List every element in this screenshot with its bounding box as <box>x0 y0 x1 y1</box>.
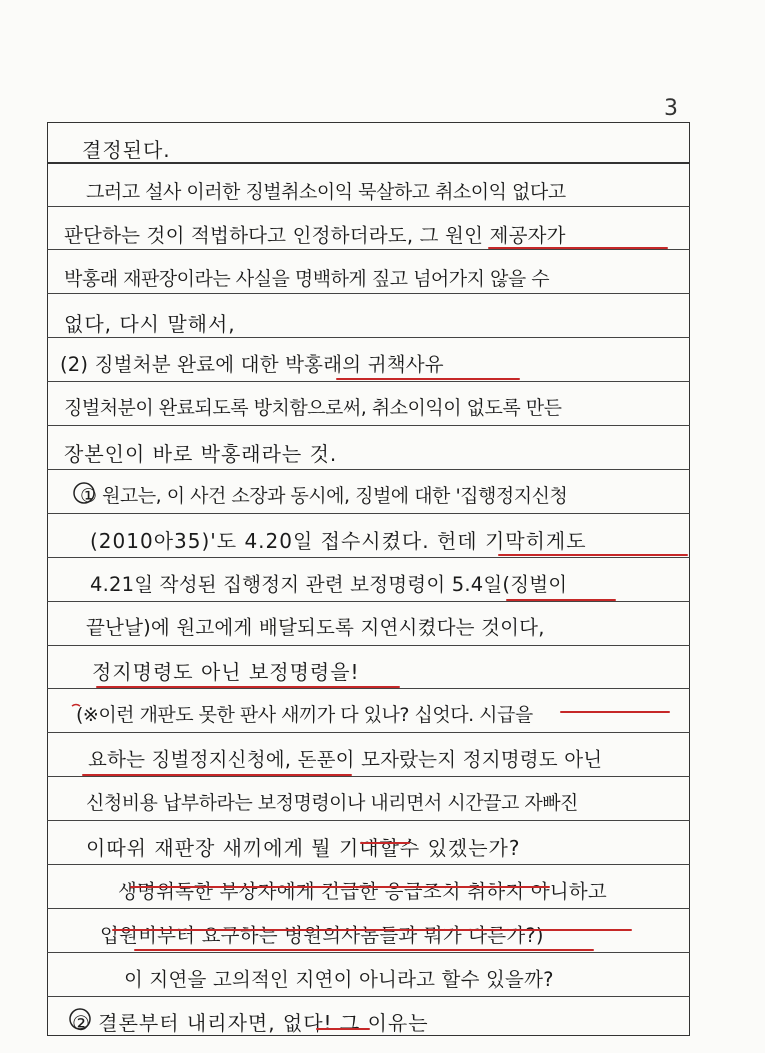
text-line-6: (2) 징벌처분 완료에 대한 박홍래의 귀책사유 <box>60 353 444 376</box>
text-line-17: 이따위 재판장 새끼에게 뭘 기대할수 있겠는가? <box>86 836 521 860</box>
text-line-13: 정지명령도 아닌 보정명령을! <box>92 660 360 684</box>
text-line-18: 생명위독한 부상자에게 긴급한 응급조치 취하지 아니하고 <box>118 880 607 903</box>
text-line-9: ① 원고는, 이 사건 소장과 동시에, 징벌에 대한 '집행정지신청 <box>80 485 568 507</box>
text-line-19: 입원비부터 요구하는 병원의사놈들과 뭐가 다른가?) <box>100 924 544 947</box>
text-line-20: 이 지연을 고의적인 지연이 아니라고 할수 있을까? <box>124 968 554 991</box>
text-line-8: 장본인이 바로 박홍래라는 것. <box>64 442 338 466</box>
text-line-5: 없다, 다시 말해서, <box>64 312 236 336</box>
text-line-16: 신청비용 납부하라는 보정명령이나 내리면서 시간끌고 자빠진 <box>86 792 578 814</box>
text-line-4: 박홍래 재판장이라는 사실을 명백하게 짚고 넘어가지 않을 수 <box>64 268 550 290</box>
text-line-10: (2010아35)'도 4.20일 접수시켰다. 헌데 기막히게도 <box>90 529 587 553</box>
text-line-1: 결정된다. <box>82 138 171 162</box>
text-line-14: (※이런 개판도 못한 판사 새끼가 다 있나? 십엇다. 시급을 <box>76 704 533 726</box>
text-line-15: 요하는 징벌정지신청에, 돈푼이 모자랐는지 정지명령도 아닌 <box>88 748 603 771</box>
text-line-7: 징벌처분이 완료되도록 방치함으로써, 취소이익이 없도록 만든 <box>64 397 562 419</box>
text-line-11: 4.21일 작성된 집행정지 관련 보정명령이 5.4일(징벌이 <box>90 573 568 596</box>
text-line-12: 끝난날)에 원고에게 배달되도록 지연시켰다는 것이다, <box>86 616 545 639</box>
page-number: 3 <box>664 96 678 121</box>
text-line-3: 판단하는 것이 적법하다고 인정하더라도, 그 원인 제공자가 <box>64 224 566 247</box>
text-line-21: ② 결론부터 내리자면, 없다! 그 이유는 <box>72 1011 429 1035</box>
text-line-2: 그러고 설사 이러한 징벌취소이익 묵살하고 취소이익 없다고 <box>86 181 566 203</box>
